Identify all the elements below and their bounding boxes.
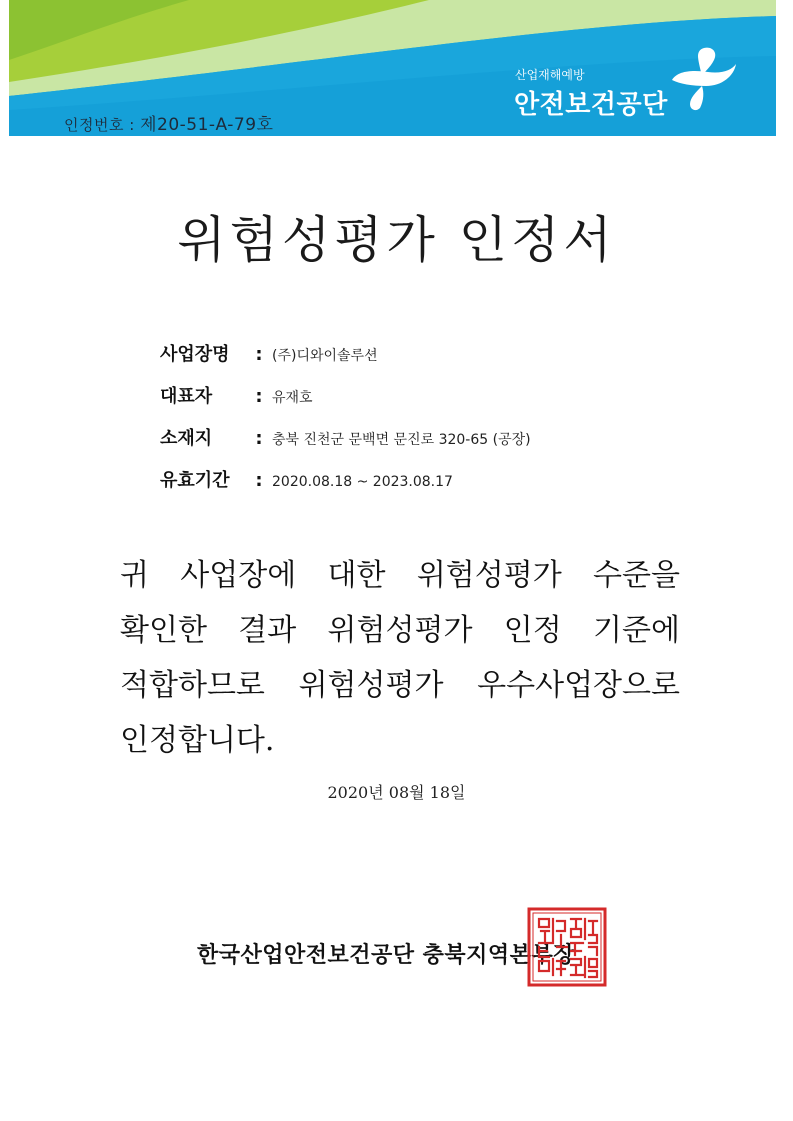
info-colon: : [255, 344, 263, 365]
info-section [160, 340, 531, 508]
info-label: 유효기간 [160, 470, 230, 491]
statement-line: 인정합니다. [120, 723, 275, 758]
statement-line: 귀 사업장에 대한 위험성평가 수준을 [120, 558, 680, 593]
statement-line: 적합하므로 위험성평가 우수사업장으로 [120, 668, 680, 703]
statement-line: 확인한 결과 위험성평가 인정 기준에 [120, 613, 680, 648]
info-row-representative [160, 382, 531, 424]
info-label: 소재지 [160, 428, 213, 449]
cert-number-label: 인정번호 : [64, 116, 135, 134]
info-row-location [160, 424, 531, 466]
org-name: 안전보건공단 [514, 90, 668, 120]
official-seal-icon [527, 907, 607, 987]
info-colon: : [255, 386, 263, 407]
certification-statement [120, 548, 680, 768]
document-title: 위험성평가 인정서 [177, 211, 616, 269]
info-value: 충북 진천군 문백면 문진로 320-65 (공장) [272, 432, 531, 448]
org-tagline: 산업재해예방 [515, 68, 585, 82]
info-row-validity-period [160, 466, 531, 508]
info-value: (주)디와이솔루션 [272, 348, 378, 364]
cert-number-value: 제20-51-A-79호 [140, 115, 274, 135]
cross-swoosh-icon [668, 46, 738, 112]
info-row-business-name [160, 340, 531, 382]
info-value: 유재호 [272, 390, 313, 406]
issue-date: 2020년 08월 18일 [327, 783, 466, 802]
info-label: 사업장명 [160, 344, 230, 365]
issuer-name: 한국산업안전보건공단 충북지역본부장 [197, 943, 575, 968]
info-label: 대표자 [160, 386, 213, 407]
info-colon: : [255, 470, 263, 491]
info-value: 2020.08.18 ~ 2023.08.17 [272, 474, 453, 490]
certification-number [64, 110, 273, 135]
info-colon: : [255, 428, 263, 449]
